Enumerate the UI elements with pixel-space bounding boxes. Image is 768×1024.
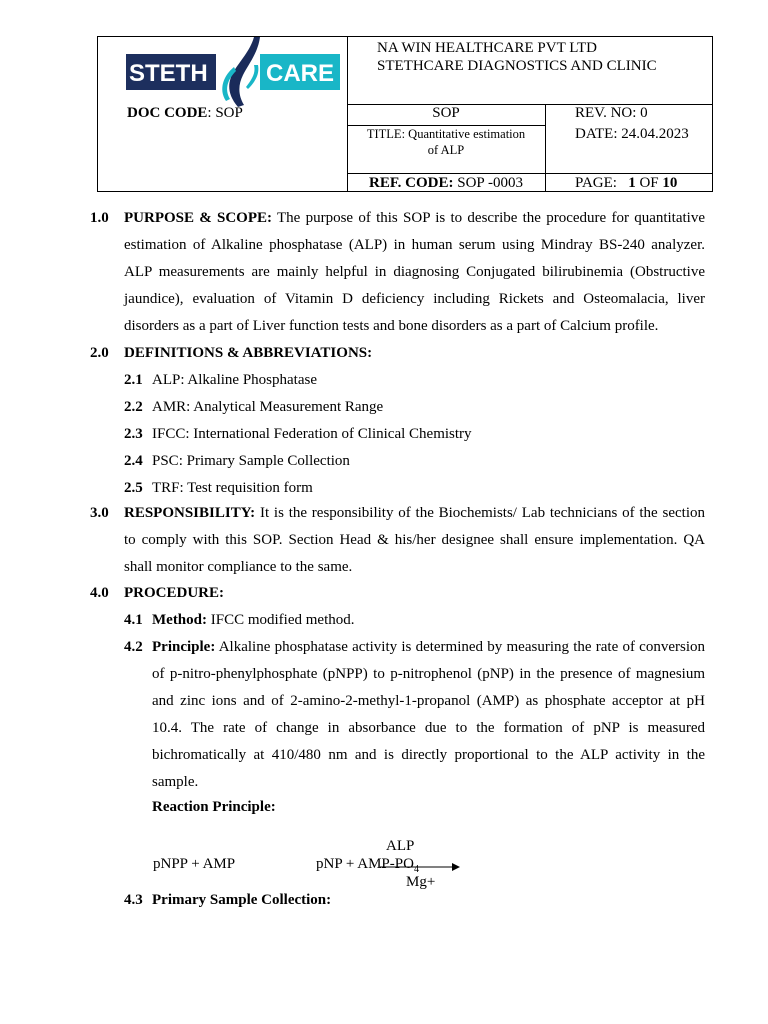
document-header-table: [97, 36, 713, 192]
logo-text-right: CARE: [266, 60, 335, 87]
section-body: The purpose of this SOP is to describe the procedure for quantitative estimation of Alkaline phosphatase (ALP) in human serum using Mindray BS-240 analyzer. ALP measurements are mainly helpful in diagnosing Conjugated bilirubinemia (Obstructive jaundice), evaluation of Vitamin D deficiency including Rickets and Osteomalacia, liver disorders as a part of Liver function tests and bone disorders as a part of Calcium profile.: [124, 210, 706, 334]
subsection-heading: Primary Sample Collection:: [152, 892, 332, 908]
reaction-enzyme: ALP: [386, 838, 415, 854]
section-heading: DEFINITIONS & ABBREVIATIONS:: [124, 345, 373, 361]
subsection-principle: [152, 634, 705, 796]
doc-code-label: DOC CODE: [127, 105, 208, 121]
reaction-substrate: pNPP + AMP: [153, 856, 236, 872]
subsection-number: 4.3: [124, 892, 143, 908]
section-number: 3.0: [90, 505, 109, 521]
title-value: : Quantitative estimation: [401, 127, 526, 141]
doc-code: [127, 105, 243, 122]
document-title: [347, 126, 545, 158]
method-label: Method:: [152, 612, 207, 628]
title-line-2: of ALP: [427, 143, 465, 157]
company-line-1: NA WIN HEALTHCARE PVT LTD: [377, 40, 598, 56]
doc-code-value: : SOP: [207, 105, 243, 121]
section-text: [124, 205, 705, 340]
page-label: PAGE:: [575, 175, 617, 191]
company-line-2: STETHCARE DIAGNOSTICS AND CLINIC: [377, 58, 657, 74]
section-number: 1.0: [90, 210, 109, 226]
section-heading: PURPOSE & SCOPE:: [124, 210, 273, 226]
header-divider-horizontal-3: [347, 173, 713, 174]
item-text: TRF: Test requisition form: [152, 480, 313, 496]
principle-label: Principle:: [152, 639, 216, 655]
subsection-number: 4.1: [124, 612, 143, 628]
subsection-method: [124, 607, 355, 634]
section-body: It is the responsibility of the Biochemists/ Lab technicians of the section to comply with this SOP. Section Head & his/her designee shall ensure implementation. QA shall monitor compliance to the same.: [124, 505, 705, 575]
page-current: 1: [628, 175, 636, 191]
method-text: IFCC modified method.: [207, 612, 355, 628]
reference-code: [347, 175, 545, 192]
page-of: OF: [639, 175, 659, 191]
page-total: 10: [662, 175, 678, 191]
item-text: AMR: Analytical Measurement Range: [152, 399, 384, 415]
item-text: IFCC: International Federation of Clinical Chemistry: [152, 426, 472, 442]
reaction-cofactor: Mg+: [406, 874, 436, 890]
doc-type: SOP: [432, 105, 460, 121]
list-item: [124, 421, 472, 448]
list-item: [124, 475, 313, 502]
subsection-number: 4.2: [124, 639, 143, 655]
section-number: 2.0: [90, 345, 109, 361]
list-item: [124, 394, 384, 421]
page-indicator: [575, 175, 677, 192]
document-date: DATE: 24.04.2023: [575, 126, 689, 142]
logo-text-left: STETH: [129, 60, 208, 87]
stethcare-logo: [126, 37, 340, 107]
item-number: 2.4: [124, 453, 143, 469]
section-heading: RESPONSIBILITY:: [124, 505, 256, 521]
item-text: PSC: Primary Sample Collection: [152, 453, 350, 469]
header-divider-vertical-2: [545, 104, 546, 192]
reaction-product-subscript: 4: [413, 864, 419, 875]
list-item: [124, 448, 350, 475]
item-number: 2.1: [124, 372, 143, 388]
item-text: ALP: Alkaline Phosphatase: [152, 372, 317, 388]
item-number: 2.3: [124, 426, 143, 442]
ref-code-label: REF. CODE:: [369, 175, 454, 191]
section-text: [124, 500, 705, 581]
reaction-principle-heading: Reaction Principle:: [152, 799, 276, 815]
reaction-product-text: pNP + AMP-PO: [316, 856, 414, 872]
item-number: 2.5: [124, 480, 143, 496]
company-name: [377, 37, 657, 75]
section-heading: PROCEDURE:: [124, 585, 224, 601]
item-number: 2.2: [124, 399, 143, 415]
revision-number: REV. NO: 0: [575, 105, 648, 121]
ref-code-value: SOP -0003: [453, 175, 523, 191]
list-item: [124, 367, 317, 394]
subsection-primary-sample-collection: [124, 892, 332, 909]
section-number: 4.0: [90, 585, 109, 601]
title-label: TITLE: [366, 127, 402, 141]
reaction-arrow-icon: [380, 861, 460, 873]
principle-text: Alkaline phosphatase activity is determined by measuring the rate of conversion of p-nitro-phenylphosphate (pNPP) to p-nitrophenol (pNP) in the presence of magnesium and zinc ions and of 2-amino-2-methyl-1-propanol (AMP) as phosphate acceptor at pH 10.4. The rate of change in absorbance due to the formation of pNP is measured bichromatically at 410/480 nm and is directly proportional to the ALP activity in the sample.: [152, 639, 705, 790]
